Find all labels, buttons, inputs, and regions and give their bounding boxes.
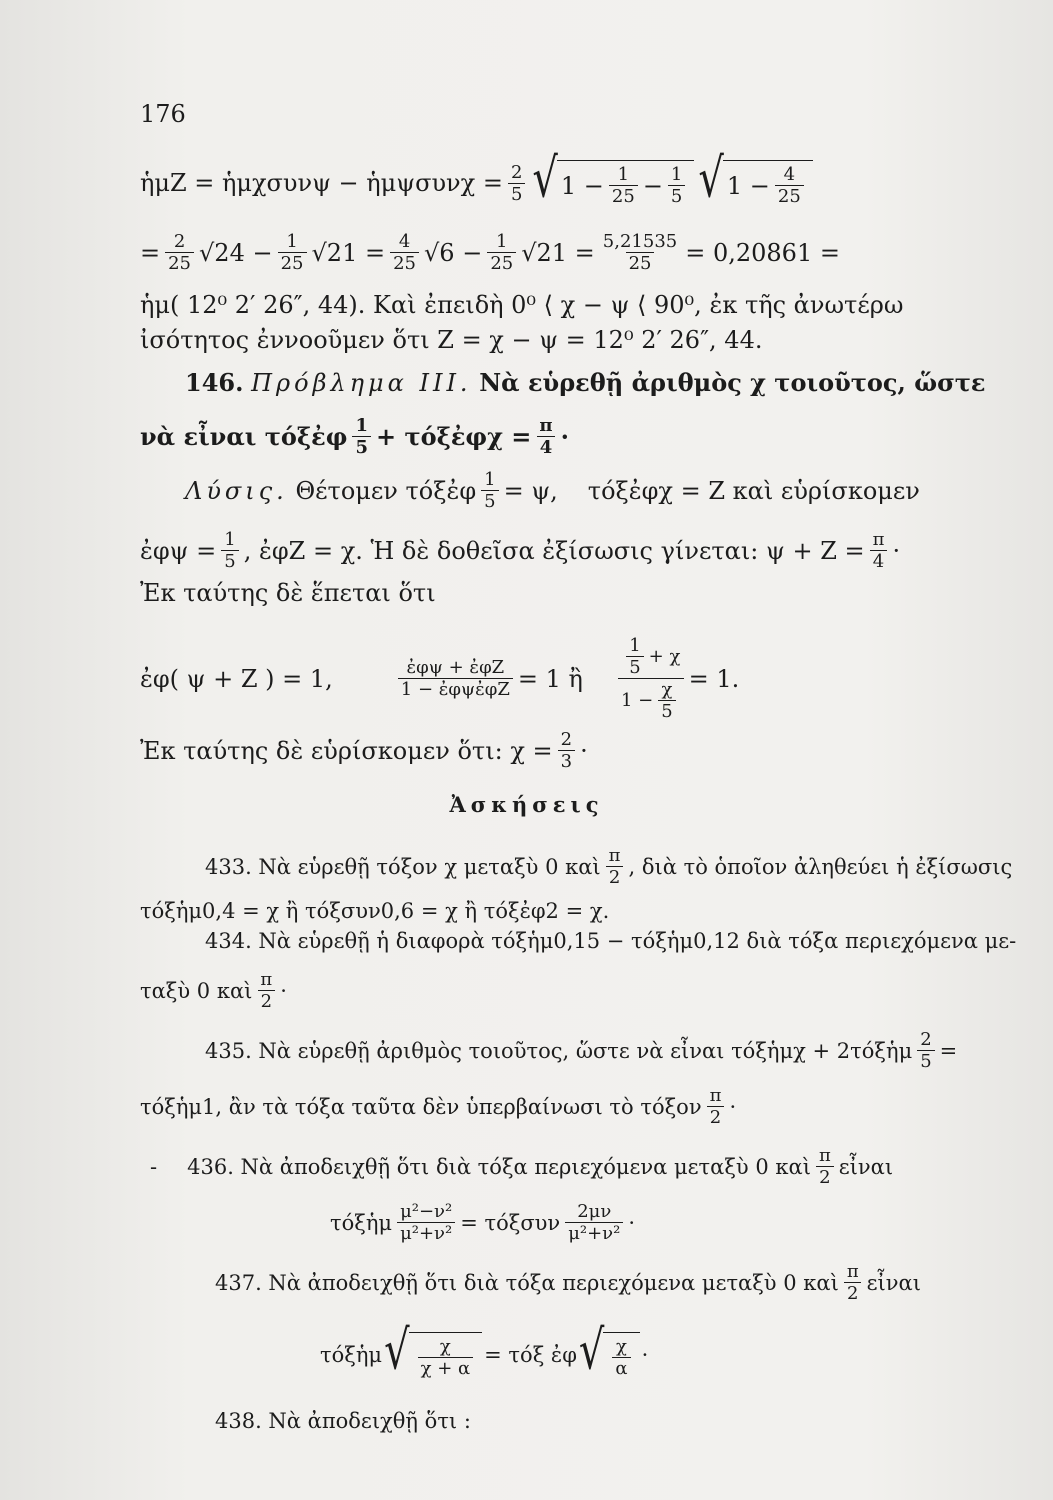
equation-line-1 (140, 147, 983, 210)
exercise-437: 437. Νὰ ἀποδειχθῇ ὅτι διὰ τόξα περιεχόμενα μεταξὺ 0 καὶ $\frac{\pi}{2}$ εἶναι (215, 1261, 921, 1304)
text-line-4: ἰσότητος ἐννοοῦμεν ὅτι Z = χ − ψ = 12⁰ 2′ 26″, 44. (140, 326, 763, 354)
exercise-434-cont: ταξὺ 0 καὶ $\frac{\pi}{2}$ · (140, 969, 287, 1012)
equation-line-8: ἐφψ = $\frac{1}{5}$ , ἐφZ = χ. Ἡ δὲ δοθεῖσα ἐξίσωσις γίνεται: ψ + Z = $\frac{\pi}{4}$ · (140, 529, 901, 572)
square-root: √ 1 − $\frac{4}{25}$ (698, 160, 812, 206)
solution-line: Λύσις. Θέτομεν τόξἐφ $\frac{1}{5}$ = ψ, τόξἐφχ = Z καὶ εὑρίσκομεν (185, 469, 920, 512)
exercise-438: 438. Νὰ ἀποδειχθῇ ὅτι : (215, 1409, 471, 1433)
exercise-433-cont: τόξἡμ0,4 = χ ἢ τόξσυν0,6 = χ ἢ τόξἐφ2 = χ. (140, 899, 610, 923)
problem-heading: 146. Πρόβλημα III. Νὰ εὑρεθῇ ἀριθμὸς χ τοιοῦτος, ὥστε (185, 368, 986, 397)
compound-fraction: $\frac{1}{5}$ + χ 1 − $\frac{\chi}{5}$ (618, 636, 684, 721)
exercise-434: 434. Νὰ εὑρεθῇ ἡ διαφορὰ τόξἡμ0,15 − τόξἡμ0,12 διὰ τόξα περιεχόμενα με- (205, 929, 1017, 953)
exercises-heading: Ἀσκήσεις (449, 792, 604, 817)
exercise-436-formula: τόξἡμ $\frac{\text{μ²−ν²}}{\text{μ²+ν²}}$ = τόξσυν $\frac{2\mu\nu}{\text{μ²+ν²}}$ · (330, 1201, 636, 1244)
equation-line-11: Ἐκ ταύτης δὲ εὑρίσκομεν ὅτι: χ = $\frac{2}{3}$ · (140, 729, 588, 772)
equation-line-2: = $\frac{2}{25}$ √24 − $\frac{1}{25}$ √21 = $\frac{4}{25}$ √6 − $\frac{1}{25}$ √21 = $\frac{5,21535}{25}$ = 0,20861 = (140, 231, 840, 274)
exercise-436: - 436. Νὰ ἀποδειχθῇ ὅτι διὰ τόξα περιεχόμενα μεταξὺ 0 καὶ $\frac{\pi}{2}$ εἶναι (150, 1145, 894, 1188)
exercise-435: 435. Νὰ εὑρεθῇ ἀριθμὸς τοιοῦτος, ὥστε νὰ εἶναι τόξἡμχ + 2τόξἡμ $\frac{2}{5}$ = (205, 1029, 958, 1072)
text-line-3: ἡμ( 12⁰ 2′ 26″, 44). Καὶ ἐπειδὴ 0⁰ ⟨ χ − ψ ⟨ 90⁰, ἐκ τῆς ἀνωτέρω (140, 291, 904, 319)
fraction: $\frac{2}{5}$ (508, 163, 525, 204)
text-line-9: Ἐκ ταύτης δὲ ἕπεται ὅτι (140, 579, 436, 607)
exercise-435-cont: τόξἡμ1, ἂν τὰ τόξα ταῦτα δὲν ὑπερβαίνωσι τὸ τόξον $\frac{\pi}{2}$ · (140, 1085, 737, 1128)
problem-statement: νὰ εἶναι τόξἐφ $\frac{1}{5}$ + τόξἐφχ = $\frac{\pi}{4}$ · (140, 415, 569, 458)
exercise-437-formula: τόξἡμ √ $\frac{\chi}{\chi + \alpha}$ = τόξ ἐφ √ $\frac{\chi}{\alpha}$ · (320, 1319, 649, 1382)
equation-lhs: ἡμZ = ἡμχσυνψ − ἡμψσυνχ = (140, 169, 503, 197)
equation-line-10: ἐφ( ψ + Z ) = 1, $\frac{\text{ἐφψ + ἐφZ}}{\text{1 − ἐφψἐφZ}}$ = 1 ἢ $\frac{1}{5}$ + χ 1 − $\frac{\chi}{5}$ = 1. (140, 635, 740, 722)
square-root: √ 1 − $\frac{1}{25}$ − $\frac{1}{5}$ (532, 160, 694, 206)
page-number: 176 (140, 100, 186, 128)
exercise-433: 433. Νὰ εὑρεθῇ τόξον χ μεταξὺ 0 καὶ $\frac{\pi}{2}$ , διὰ τὸ ὁποῖον ἀληθεύει ἡ ἐξίσωσις (205, 845, 1013, 888)
